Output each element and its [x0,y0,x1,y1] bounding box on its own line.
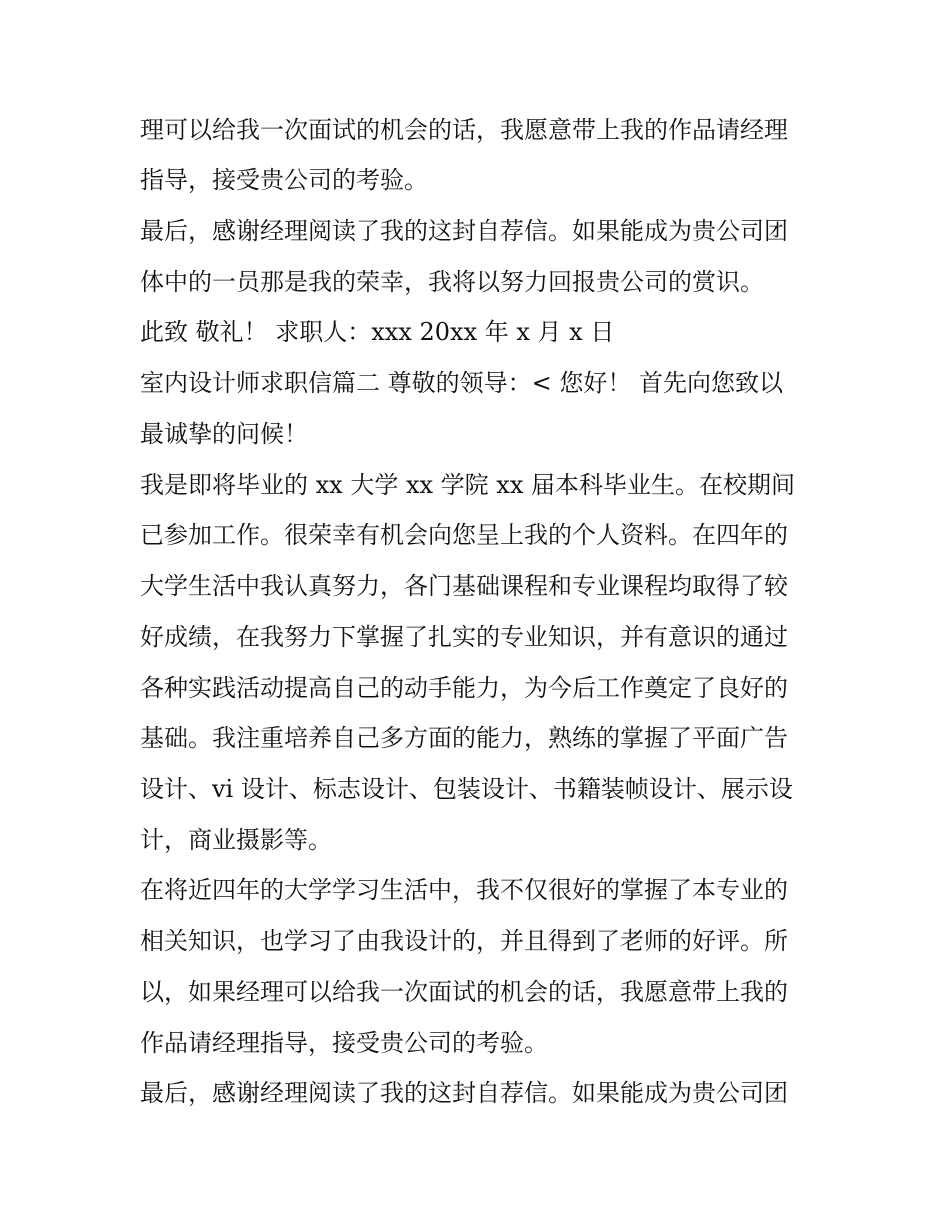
text-line: 指导，接受贵公司的考验。 [140,166,428,194]
text-line: 此致 敬礼！ 求职人：xxx 20xx 年 x 月 x 日 [140,318,615,346]
text-line: 以，如果经理可以给我一次面试的机会的话，我愿意带上我的 [140,978,788,1006]
text-line: 已参加工作。很荣幸有机会向您呈上我的个人资料。在四年的 [140,521,788,549]
text-line: 作品请经理指导，接受贵公司的考验。 [140,1029,548,1057]
text-line: 好成绩，在我努力下掌握了扎实的专业知识，并有意识的通过 [140,623,788,651]
text-line: 体中的一员那是我的荣幸，我将以努力回报贵公司的赏识。 [140,268,764,296]
text-line: 基础。我注重培养自己多方面的能力，熟练的掌握了平面广告 [140,724,788,752]
text-line: 各种实践活动提高自己的动手能力，为今后工作奠定了良好的 [140,674,788,702]
text-line: 最后，感谢经理阅读了我的这封自荐信。如果能成为贵公司团 [140,1079,788,1107]
text-line: 设计、vi 设计、标志设计、包装设计、书籍装帧设计、展示设 [140,775,793,803]
text-line: 最诚挚的问候！ [140,420,308,448]
text-line: 理可以给我一次面试的机会的话，我愿意带上我的作品请经理 [140,116,788,144]
text-line: 室内设计师求职信篇二 尊敬的领导：< 您好！ 首先向您致以 [140,369,783,397]
text-line: 在将近四年的大学学习生活中，我不仅很好的掌握了本专业的 [140,876,788,904]
text-line: 大学生活中我认真努力，各门基础课程和专业课程均取得了较 [140,572,788,600]
text-line: 相关知识，也学习了由我设计的，并且得到了老师的好评。所 [140,927,788,955]
text-line: 计，商业摄影等。 [140,826,332,854]
text-line: 我是即将毕业的 xx 大学 xx 学院 xx 届本科毕业生。在校期间 [140,471,795,499]
text-line: 最后，感谢经理阅读了我的这封自荐信。如果能成为贵公司团 [140,217,788,245]
